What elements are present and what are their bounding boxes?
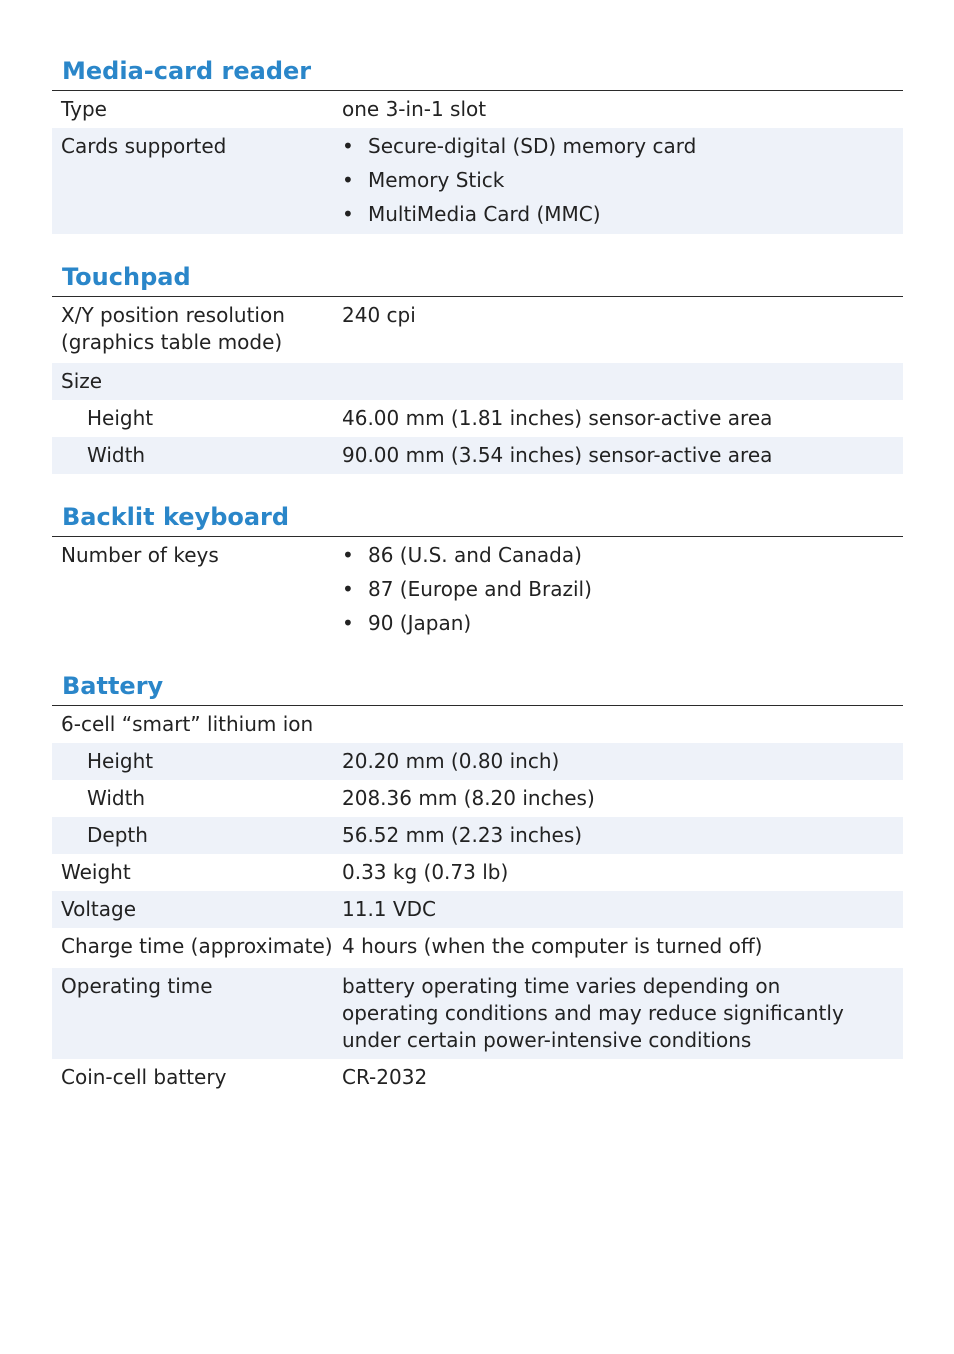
spec-label: Type xyxy=(61,97,107,121)
spec-value: 11.1 VDC xyxy=(342,897,436,921)
section-media-card-reader xyxy=(52,54,903,234)
spec-value xyxy=(342,368,903,395)
spec-value xyxy=(313,711,903,738)
spec-label: Height xyxy=(87,406,154,430)
spec-label: Size xyxy=(61,369,103,393)
bullet-item: • MultiMedia Card (MMC) xyxy=(342,201,883,228)
bullet-item: • Memory Stick xyxy=(342,167,883,194)
section-title: Touchpad xyxy=(52,260,903,297)
section-title: Media-card reader xyxy=(52,54,903,91)
spec-page xyxy=(52,54,903,1122)
section-title: Battery xyxy=(52,669,903,706)
spec-label: X/Y position resolution (graphics table mode) xyxy=(61,303,285,354)
spec-label: Cards supported xyxy=(61,134,227,158)
spec-row xyxy=(52,743,903,780)
spec-label: Voltage xyxy=(61,897,137,921)
spec-row xyxy=(52,928,903,968)
spec-row xyxy=(52,891,903,928)
spec-row xyxy=(52,91,903,128)
bullet-list xyxy=(342,542,883,637)
spec-row xyxy=(52,363,903,400)
spec-row xyxy=(52,1059,903,1096)
spec-row xyxy=(52,854,903,891)
spec-value: one 3-in-1 slot xyxy=(342,97,487,121)
spec-value: 90.00 mm (3.54 inches) sensor-active area xyxy=(342,443,773,467)
bullet-list xyxy=(342,133,883,228)
spec-value: 56.52 mm (2.23 inches) xyxy=(342,823,583,847)
spec-label: Charge time (approximate) xyxy=(61,934,333,958)
spec-row xyxy=(52,128,903,234)
section-touchpad xyxy=(52,260,903,474)
spec-value: CR-2032 xyxy=(342,1065,428,1089)
spec-row xyxy=(52,297,903,363)
bullet-item: • Secure-digital (SD) memory card xyxy=(342,133,883,160)
spec-value: battery operating time varies depending on operating conditions and may reduce significantly under certain power-intensive conditions xyxy=(342,974,844,1052)
spec-label: Number of keys xyxy=(61,543,219,567)
spec-label: Width xyxy=(87,786,146,810)
spec-row xyxy=(52,817,903,854)
spec-label: 6-cell “smart” lithium ion xyxy=(61,712,314,736)
spec-value: 20.20 mm (0.80 inch) xyxy=(342,749,560,773)
spec-value: 46.00 mm (1.81 inches) sensor-active area xyxy=(342,406,773,430)
spec-row xyxy=(52,537,903,643)
bullet-item: • 90 (Japan) xyxy=(342,610,883,637)
spec-row xyxy=(52,780,903,817)
section-title: Backlit keyboard xyxy=(52,500,903,537)
spec-label: Width xyxy=(87,443,146,467)
spec-row xyxy=(52,437,903,474)
spec-row xyxy=(52,706,903,743)
spec-row xyxy=(52,968,903,1059)
spec-label: Operating time xyxy=(61,974,213,998)
spec-value xyxy=(342,542,903,637)
spec-value: 240 cpi xyxy=(342,303,416,327)
spec-label: Depth xyxy=(87,823,148,847)
spec-label: Weight xyxy=(61,860,131,884)
bullet-item: • 87 (Europe and Brazil) xyxy=(342,576,883,603)
spec-value xyxy=(342,133,903,228)
section-backlit-keyboard xyxy=(52,500,903,643)
spec-label: Coin-cell battery xyxy=(61,1065,227,1089)
spec-label: Height xyxy=(87,749,154,773)
section-battery xyxy=(52,669,903,1096)
spec-row xyxy=(52,400,903,437)
spec-value: 0.33 kg (0.73 lb) xyxy=(342,860,509,884)
spec-value: 4 hours (when the computer is turned off) xyxy=(342,934,763,958)
spec-value: 208.36 mm (8.20 inches) xyxy=(342,786,595,810)
bullet-item: • 86 (U.S. and Canada) xyxy=(342,542,883,569)
